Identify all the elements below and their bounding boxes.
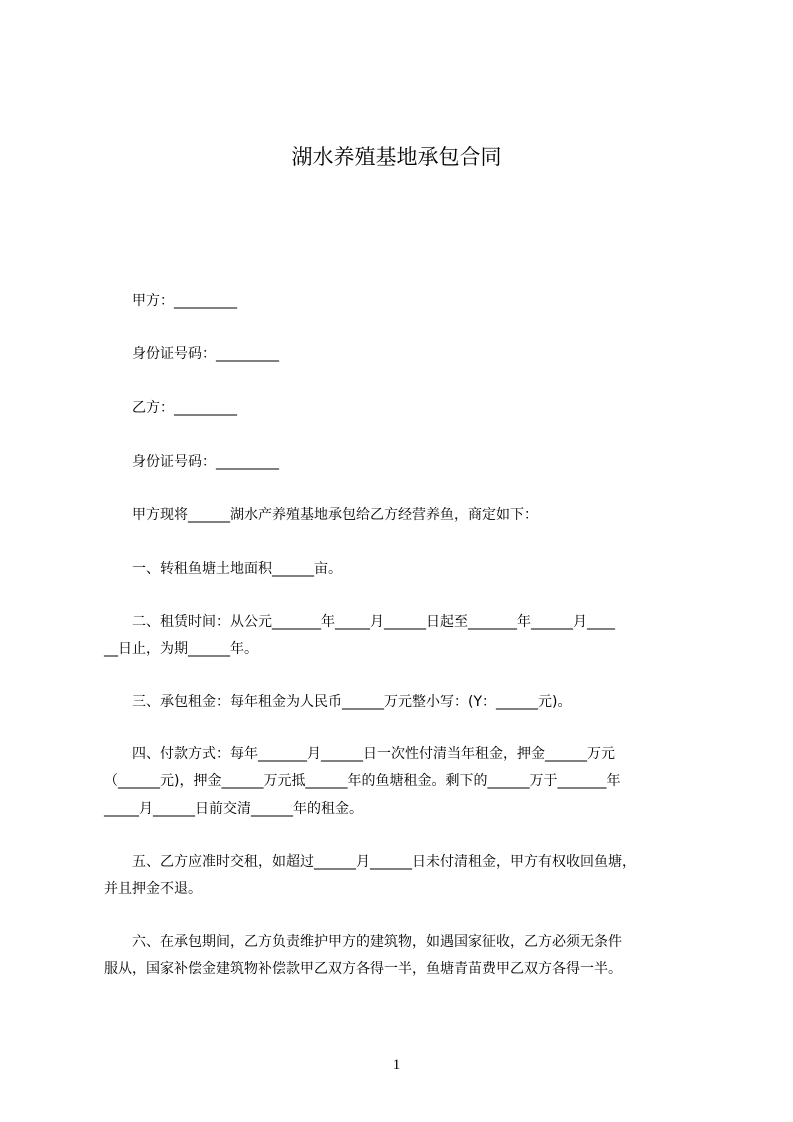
party-b-line: 乙方：_________: [104, 400, 237, 416]
clause-2-line-1: 二、租赁时间：从公元_______年_____月______日起至_______年______月____: [104, 614, 615, 630]
clause-4-line-1: 四、付款方式：每年_______月______日一次性付清当年租金，押金______万元: [104, 746, 615, 762]
party-a-line: 甲方：_________: [104, 293, 237, 309]
clause-1-line: 一、转租鱼塘土地面积______亩。: [104, 561, 342, 577]
clause-4-line-2: （______元)，押金______万元抵______年的鱼塘租金。剩下的______万于_______年: [104, 773, 621, 789]
clause-6-line-1: 六、在承包期间，乙方负责维护甲方的建筑物，如遇国家征收，乙方必须无条件: [104, 934, 622, 950]
clause-5-line-2: 并且押金不退。: [104, 881, 202, 897]
party-a-id-line: 身份证号码：_________: [104, 346, 279, 362]
clause-3-line: 三、承包租金：每年租金为人民币______万元整小写：(Y：______元)。: [104, 694, 572, 710]
clause-6-line-2: 服从，国家补偿金建筑物补偿款甲乙双方各得一半，鱼塘青苗费甲乙双方各得一半。: [104, 961, 622, 977]
clause-5-line-1: 五、乙方应准时交租，如超过______月______日未付清租金，甲方有权收回鱼塘，: [104, 854, 636, 870]
clause-4-line-3: _____月______日前交清______年的租金。: [104, 801, 363, 817]
page-number: 1: [392, 1057, 401, 1073]
clause-2-line-2: __日止，为期______年。: [104, 641, 258, 657]
party-b-id-line: 身份证号码：_________: [104, 454, 279, 470]
intro-line: 甲方现将______湖水产养殖基地承包给乙方经营养鱼，商定如下：: [104, 507, 538, 523]
page-title: 湖水养殖基地承包合同: [291, 145, 502, 169]
